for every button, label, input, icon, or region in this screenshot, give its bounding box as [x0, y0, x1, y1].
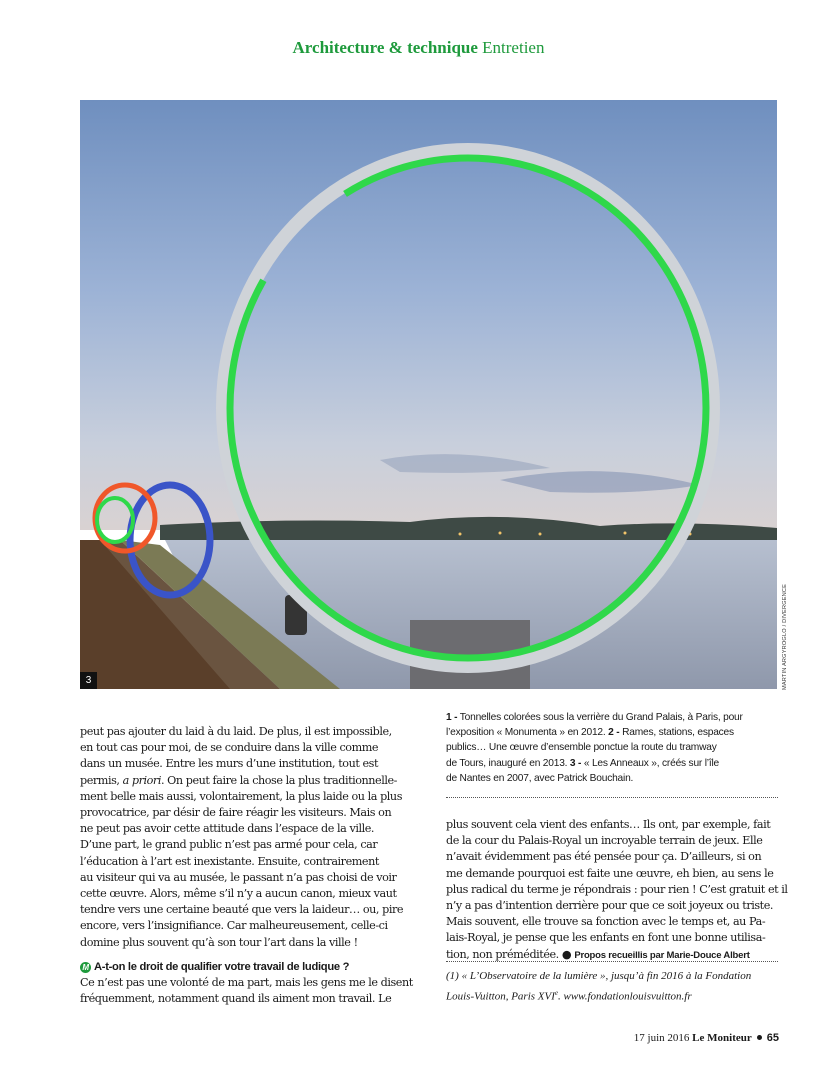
text-line: peut pas ajouter du laid à du laid. De plus, il est impossible, [80, 725, 392, 738]
photo-credit: MARTIN ARGYROGLO / DIVERGENCE [782, 583, 788, 690]
text-line: cette œuvre. Alors, même s’il n’y a aucun canon, mieux vaut [80, 887, 397, 901]
text-line: permis, a priori. On peut faire la chose la plus traditionnelle- [80, 773, 397, 787]
photo-number: 3 [80, 672, 97, 689]
interview-question: M A-t-on le droit de qualifier votre travail de ludique ? [80, 959, 410, 975]
text-line: fréquemment, notamment quand ils aiment mon travail. Le [80, 992, 392, 1006]
page-footer [634, 1032, 779, 1044]
text-line: en tout cas pour moi, de se conduire dans la ville comme [80, 741, 379, 755]
left-column [80, 724, 413, 1007]
issue-date: 17 juin 2016 [633, 1032, 690, 1044]
text-line: tion, non préméditée. ● Propos recueillis par Marie-Douce Albert [446, 947, 750, 961]
byline: Propos recueillis par Marie-Douce Albert [574, 949, 750, 961]
text-line: ment belle mais aussi, volontairement, la plus laide ou la plus [80, 789, 402, 803]
text-line: l’éducation à l’art est inexistante. Ensuite, contrairement [80, 854, 379, 868]
text-line: plus souvent cela vient des enfants… Ils ont, par exemple, fait [446, 818, 771, 831]
text-line: provocatrice, par désir de faire réagir les visiteurs. Mais on [80, 806, 392, 820]
end-mark: ● [561, 947, 572, 961]
text-line [80, 951, 410, 959]
text-line: me demande pourquoi est faite une œuvre, eh bien, au sens le [446, 866, 774, 880]
page-header [0, 38, 837, 58]
text-line: de la cour du Palais-Royal un incroyable terrain de jeux. Elle [446, 834, 763, 848]
text-line: Ce n’est pas une volonté de ma part, mais les gens me le disent [80, 976, 413, 990]
magazine-name: Le Moniteur [692, 1032, 752, 1044]
feature-photo [80, 100, 777, 689]
section-title: Entretien [482, 38, 545, 57]
text-line: D’une part, le grand public n’est pas armé pour cela, car [80, 838, 378, 852]
text-line: n’y a pas d’intention derrière pour que ce soit joyeux ou triste. [446, 899, 773, 913]
text-line: au visiteur qui va au musée, le passant n’a pas choisi de voir [80, 870, 397, 884]
rubric-title: Architecture & technique [292, 38, 478, 57]
rings-photo-illustration [80, 100, 777, 689]
right-column [446, 817, 788, 964]
text-line: plus radical du terme je répondrais : pour rien ! C’est gratuit et il [446, 882, 788, 896]
bullet-icon [757, 1035, 762, 1040]
text-line: n’avait évidemment pas été pensée pour ça. D’ailleurs, si on [446, 850, 762, 864]
text-line: domine plus souvent qu’à son tour l’art dans la ville ! [80, 935, 358, 949]
divider [446, 961, 778, 962]
footnote: (1) « L’Observatoire de la lumière », jusqu’à fin 2016 à la Fondation Louis-Vuitton, Paris XVIe. www.fondationlouisvuitton.fr [446, 970, 752, 1003]
text-line: dans un musée. Entre les murs d’une institution, tout est [80, 757, 378, 771]
text-line: encore, vers l’insignifiance. Car malheureusement, celle-ci [80, 919, 388, 933]
photo-captions: 1 - Tonnelles colorées sous la verrière du Grand Palais, à Paris, pour l’exposition « Monumenta » en 2012. 2 - Rames, stations, espaces publics… Une œuvre d’ensemble ponctue la route du tramway de Tours, inauguré en 2013. 3 - « Les Anneaux », créés sur l’île de Nantes en 2007, avec Patrick Bouchain. [446, 712, 743, 784]
text-line: Mais souvent, elle trouve sa fonction avec le temps et, au Pa- [446, 915, 766, 929]
page-number: 65 [766, 1032, 779, 1044]
moniteur-icon: M [80, 962, 91, 973]
text-line: ne peut pas avoir cette attitude dans l’espace de la ville. [80, 822, 375, 836]
divider [446, 797, 778, 798]
text-line: lais-Royal, je pense que les enfants en font une bonne utilisa- [446, 931, 766, 945]
text-line: tendre vers une certaine beauté que vers la laideur… ou, pire [80, 903, 404, 917]
